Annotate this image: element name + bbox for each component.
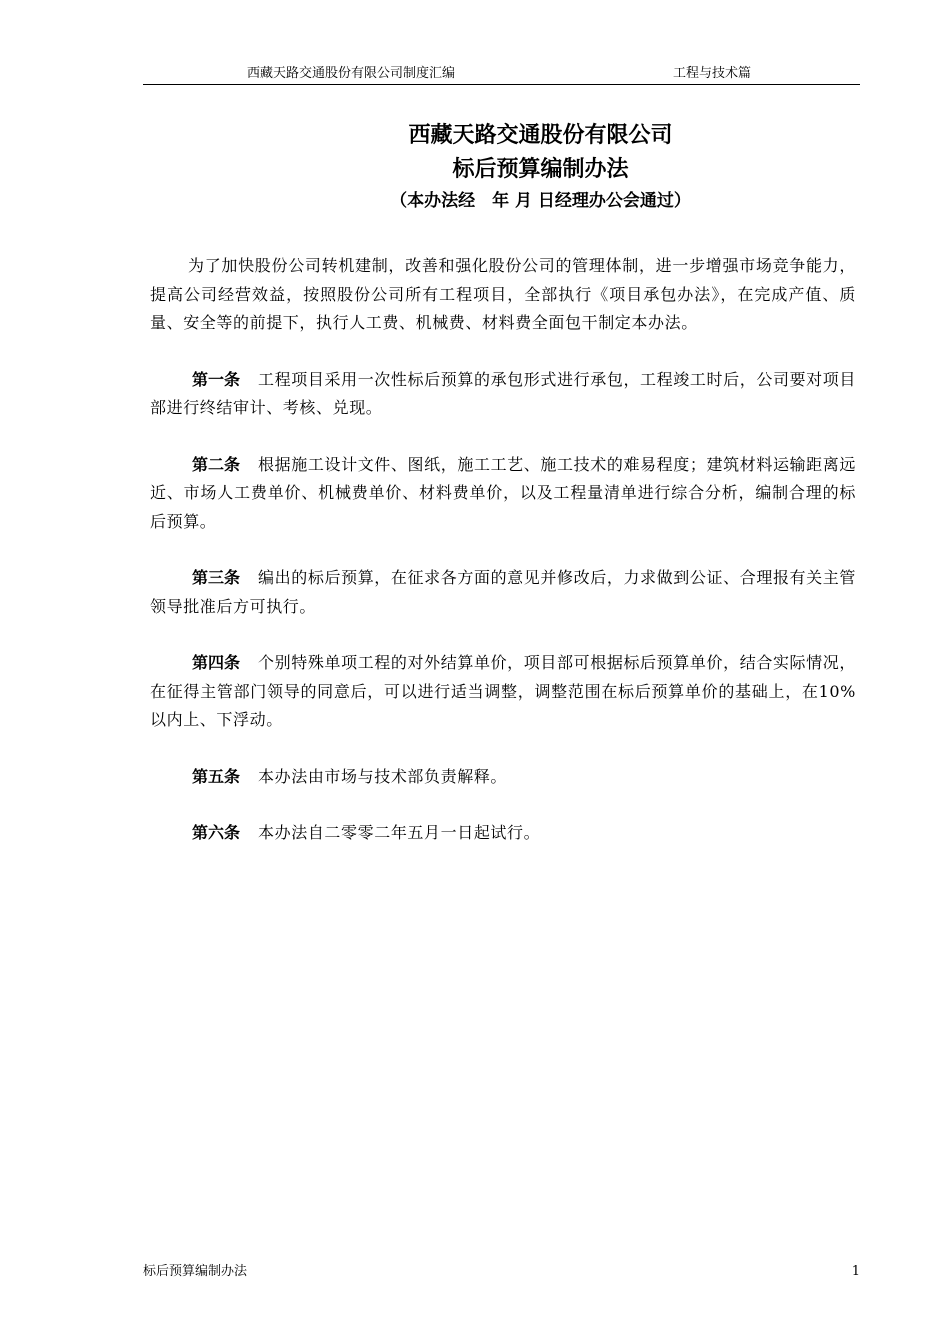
article-6-text: 本办法自二零零二年五月一日起试行。 <box>258 823 541 842</box>
page-header <box>143 64 860 85</box>
title-block <box>143 118 860 216</box>
article-6 <box>150 819 856 848</box>
article-6-label: 第六条 <box>192 823 241 842</box>
article-4-text: 个别特殊单项工程的对外结算单价，项目部可根据标后预算单价，结合实际情况，在征得主管部门领导的同意后，可以进行适当调整，调整范围在标后预算单价的基础上，在10%以内上、下浮动。 <box>150 653 856 729</box>
article-3-label: 第三条 <box>192 568 241 587</box>
intro-paragraph: 为了加快股份公司转机建制，改善和强化股份公司的管理体制，进一步增强市场竞争能力，提高公司经营效益，按照股份公司所有工程项目，全部执行《项目承包办法》，在完成产值、质量、安全等的前提下，执行人工费、机械费、材料费全面包干制定本办法。 <box>150 256 856 332</box>
page-footer <box>143 1262 860 1282</box>
article-1-label: 第一条 <box>192 369 241 389</box>
article-2-text: 根据施工设计文件、图纸，施工工艺、施工技术的难易程度；建筑材料运输距离远近、市场人工费单价、机械费单价、材料费单价，以及工程量清单进行综合分析，编制合理的标后预算。 <box>150 454 856 531</box>
article-4 <box>150 649 856 735</box>
header-collection-title: 西藏天路交通股份有限公司制度汇编 <box>247 66 456 81</box>
article-4-label: 第四条 <box>192 653 241 672</box>
header-section-title: 工程与技术篇 <box>673 66 752 81</box>
company-title: 西藏天路交通股份有限公司 <box>408 122 673 148</box>
page-number: 1 <box>851 1264 860 1279</box>
article-2 <box>150 451 856 537</box>
article-1-text: 工程项目采用一次性标后预算的承包形式进行承包，工程竣工时后，公司要对项目部进行终结审计、考核、兑现。 <box>150 369 856 417</box>
article-1 <box>150 366 856 423</box>
document-title: 标后预算编制办法 <box>452 156 629 182</box>
footer-document-name: 标后预算编制办法 <box>143 1264 248 1279</box>
article-2-label: 第二条 <box>192 454 241 474</box>
article-3-text: 编出的标后预算，在征求各方面的意见并修改后，力求做到公证、合理报有关主管领导批准后方可执行。 <box>150 568 856 616</box>
article-5-text: 本办法由市场与技术部负责解释。 <box>258 766 508 786</box>
approval-note: （本办法经 年 月 日经理办公会通过） <box>390 191 691 211</box>
article-3 <box>150 564 856 621</box>
article-5-label: 第五条 <box>192 766 241 786</box>
document-body <box>150 252 856 848</box>
article-5 <box>150 763 856 792</box>
